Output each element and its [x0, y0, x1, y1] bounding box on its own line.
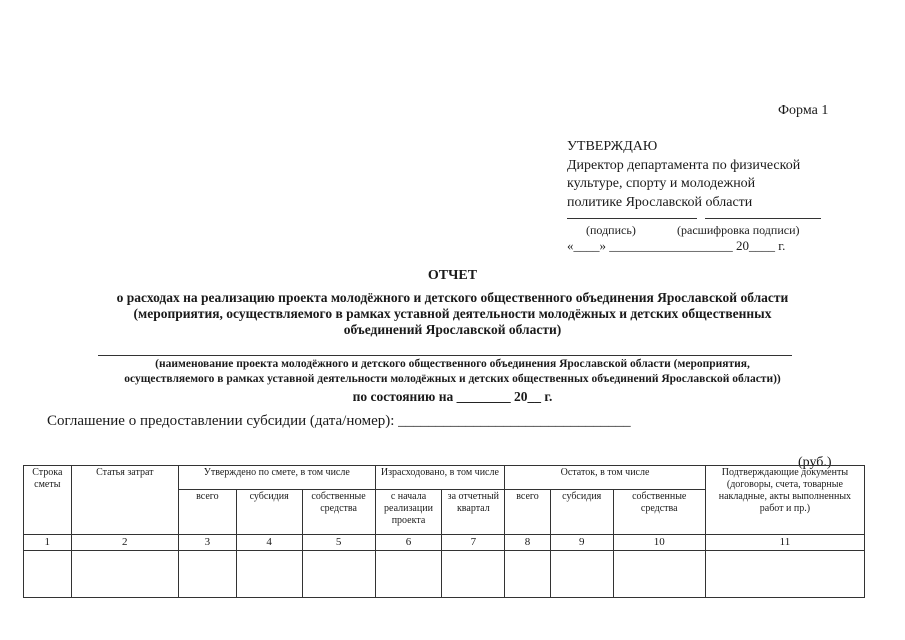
table-row	[24, 551, 865, 598]
header-balance-subsidy: субсидия	[550, 490, 613, 535]
column-number: 5	[302, 535, 375, 551]
report-subtitle-line: (мероприятия, осуществляемого в рамках уставной деятельности молодёжных и детских общественных	[133, 306, 772, 321]
signature-line	[567, 218, 697, 219]
agreement-field: Соглашение о предоставлении субсидии (дата/номер): _______________________________	[47, 413, 631, 429]
column-number: 8	[505, 535, 551, 551]
header-spent-from-start: с начала реализации проекта	[375, 490, 442, 535]
signature-label: (подпись)	[586, 223, 636, 237]
expense-report-table	[23, 465, 865, 598]
header-spent: Израсходовано, в том числе	[375, 466, 505, 490]
report-subtitle-line: о расходах на реализацию проекта молодёжного и детского общественного объединения Ярославской области	[116, 290, 789, 305]
table-cell[interactable]	[613, 551, 705, 598]
header-approved-own-funds: собственные средства	[302, 490, 375, 535]
decoding-label: (расшифровка подписи)	[677, 223, 800, 237]
table-cell[interactable]	[442, 551, 505, 598]
table-cell[interactable]	[505, 551, 551, 598]
report-title: ОТЧЕТ	[427, 268, 478, 283]
header-documents: Подтверждающие документы (договоры, счета, товарные накладные, акты выполненных работ и пр.)	[705, 466, 864, 535]
table-cell[interactable]	[550, 551, 613, 598]
table-cell[interactable]	[302, 551, 375, 598]
table-cell[interactable]	[179, 551, 237, 598]
header-spent-quarter: за отчетный квартал	[442, 490, 505, 535]
header-balance-total: всего	[505, 490, 551, 535]
table-cell[interactable]	[71, 551, 178, 598]
column-number: 2	[71, 535, 178, 551]
approval-position-line: политике Ярославской области	[567, 194, 753, 210]
project-name-hint: (наименование проекта молодёжного и детского общественного объединения Ярославской области (мероприятия,	[155, 358, 750, 370]
approval-position-line: Директор департамента по физической	[567, 157, 801, 173]
report-as-of-date: по состоянию на ________ 20__ г.	[352, 389, 553, 404]
table-cell[interactable]	[705, 551, 864, 598]
table-cell[interactable]	[375, 551, 442, 598]
column-number: 3	[179, 535, 237, 551]
table-cell[interactable]	[24, 551, 72, 598]
header-balance-own-funds: собственные средства	[613, 490, 705, 535]
decoding-line	[705, 218, 821, 219]
report-subtitle-line: объединений Ярославской области)	[343, 322, 562, 337]
column-number: 7	[442, 535, 505, 551]
column-number: 4	[236, 535, 302, 551]
currency-note: (руб.)	[798, 455, 832, 470]
header-cost-item: Статья затрат	[71, 466, 178, 535]
approval-heading: УТВЕРЖДАЮ	[567, 139, 658, 154]
header-row-number: Строка сметы	[24, 466, 72, 535]
approval-date-line: «____» ___________________ 20____ г.	[567, 238, 786, 253]
approval-position-line: культуре, спорту и молодежной	[567, 176, 756, 191]
approval-block	[567, 138, 800, 212]
header-approved-total: всего	[179, 490, 237, 535]
header-approved-subsidy: субсидия	[236, 490, 302, 535]
project-name-hint: осуществляемого в рамках уставной деятельности молодёжных и детских общественных объединений Ярославской области))	[124, 373, 781, 385]
column-number: 9	[550, 535, 613, 551]
table-cell[interactable]	[236, 551, 302, 598]
column-number: 10	[613, 535, 705, 551]
form-number: Форма 1	[778, 103, 829, 118]
column-number: 6	[375, 535, 442, 551]
column-number: 11	[705, 535, 864, 551]
header-balance: Остаток, в том числе	[505, 466, 706, 490]
header-approved: Утверждено по смете, в том числе	[179, 466, 376, 490]
project-name-line	[98, 355, 792, 356]
column-number: 1	[24, 535, 72, 551]
